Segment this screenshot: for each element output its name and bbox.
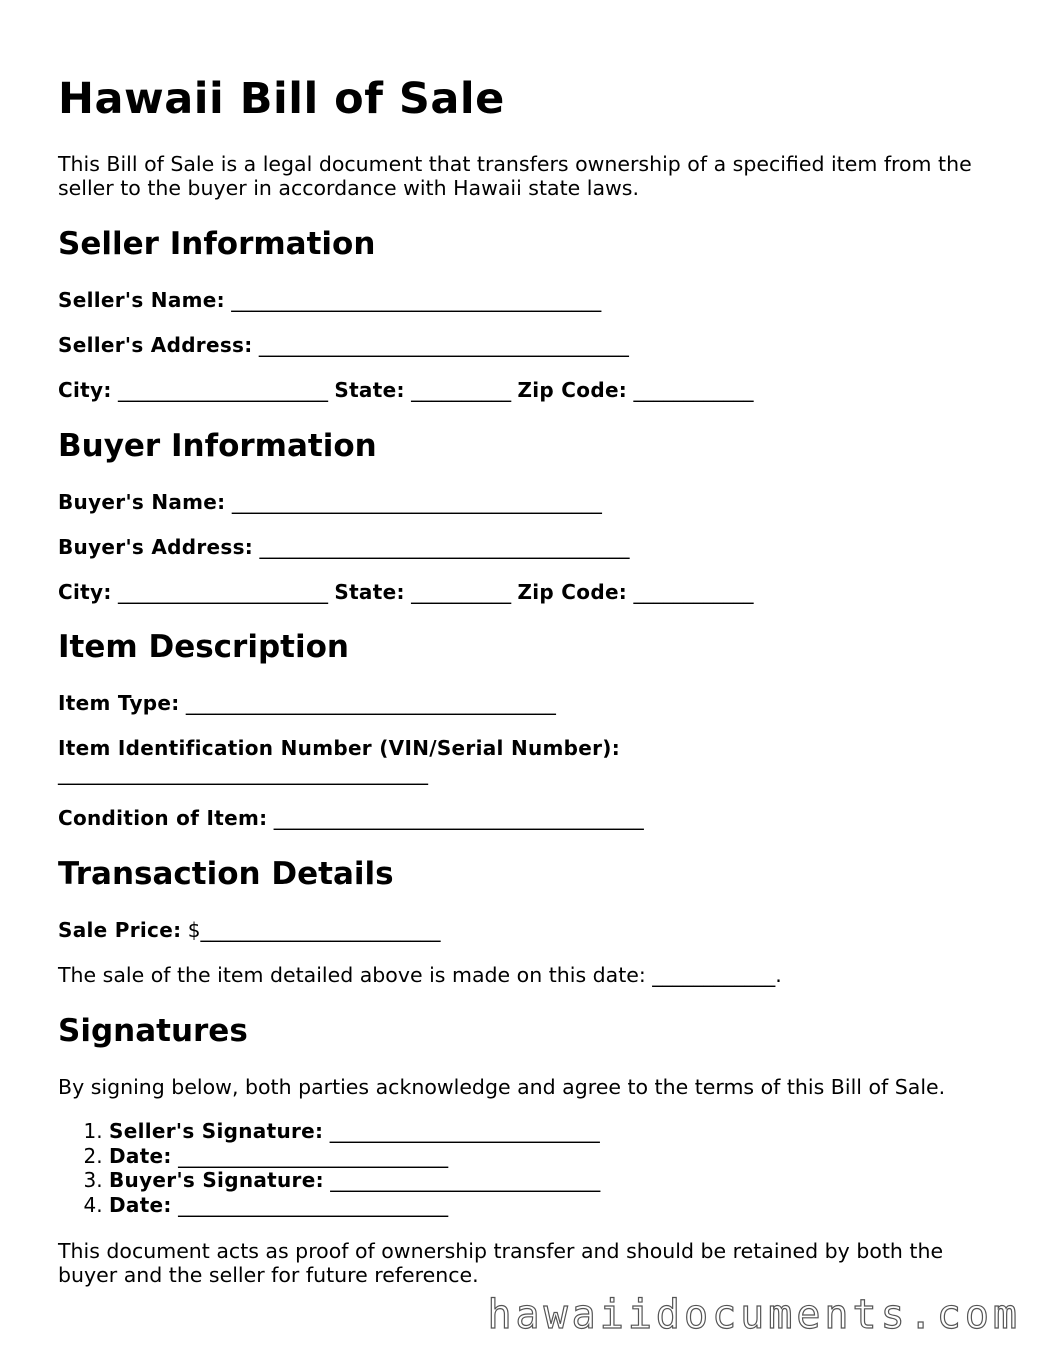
signatures-intro: By signing below, both parties acknowledge and agree to the terms of this Bill of Sale. bbox=[58, 1075, 946, 1099]
signature-item bbox=[109, 1168, 600, 1193]
item-type-blank[interactable]: _____________________________________ bbox=[185, 691, 556, 715]
signature-item bbox=[109, 1193, 600, 1218]
seller-date-label: Date: bbox=[109, 1143, 172, 1168]
buyer-city-blank[interactable]: _____________________ bbox=[118, 580, 328, 604]
item-heading: Item Description bbox=[58, 629, 349, 665]
item-type-field bbox=[58, 691, 556, 715]
buyer-address-blank[interactable]: _____________________________________ bbox=[259, 535, 630, 559]
item-id-blank[interactable]: _____________________________________ bbox=[58, 761, 428, 785]
seller-name-blank[interactable]: _____________________________________ bbox=[231, 288, 602, 312]
seller-state-blank[interactable]: __________ bbox=[411, 378, 512, 402]
buyer-state-label: State: bbox=[334, 580, 405, 604]
seller-city-label: City: bbox=[58, 378, 112, 402]
buyer-name-blank[interactable]: _____________________________________ bbox=[231, 490, 602, 514]
signature-item bbox=[109, 1144, 600, 1169]
seller-city-blank[interactable]: _____________________ bbox=[118, 378, 328, 402]
seller-name-field bbox=[58, 288, 601, 312]
item-condition-blank[interactable]: _____________________________________ bbox=[273, 806, 644, 830]
buyer-address-field bbox=[58, 535, 629, 559]
seller-date-blank[interactable]: ___________________________ bbox=[178, 1143, 449, 1168]
sale-date-text: The sale of the item detailed above is made on this date: ____________. bbox=[58, 963, 782, 987]
buyer-address-label: Buyer's Address: bbox=[58, 535, 254, 559]
item-id-field bbox=[58, 736, 620, 760]
seller-zip-label: Zip Code: bbox=[517, 378, 628, 402]
intro-paragraph: This Bill of Sale is a legal document that transfers ownership of a specified item from the seller to the buyer in accordance with Hawaii state laws. bbox=[58, 152, 972, 200]
signature-list bbox=[58, 1119, 600, 1217]
buyer-signature-label: Buyer's Signature: bbox=[109, 1168, 324, 1193]
buyer-name-field bbox=[58, 490, 602, 514]
seller-zip-blank[interactable]: ____________ bbox=[633, 378, 754, 402]
seller-heading: Seller Information bbox=[58, 226, 376, 262]
footer-note: This document acts as proof of ownership transfer and should be retained by both the buyer and the seller for future reference. bbox=[58, 1239, 944, 1287]
buyer-date-label: Date: bbox=[109, 1192, 172, 1217]
seller-signature-blank[interactable]: ___________________________ bbox=[329, 1119, 600, 1143]
item-condition-label: Condition of Item: bbox=[58, 806, 268, 830]
seller-state-label: State: bbox=[334, 378, 405, 402]
watermark: hawaiidocuments.com bbox=[487, 1292, 1021, 1338]
seller-location-field bbox=[58, 378, 753, 402]
buyer-zip-blank[interactable]: ____________ bbox=[633, 580, 754, 604]
buyer-signature-blank[interactable]: ___________________________ bbox=[330, 1168, 601, 1193]
item-type-label: Item Type: bbox=[58, 691, 180, 715]
sale-price-label: Sale Price: bbox=[58, 918, 182, 942]
item-id-blank-line bbox=[58, 761, 428, 785]
buyer-location-field bbox=[58, 580, 753, 604]
buyer-state-blank[interactable]: __________ bbox=[411, 580, 512, 604]
buyer-heading: Buyer Information bbox=[58, 428, 377, 464]
transaction-heading: Transaction Details bbox=[58, 856, 394, 892]
seller-address-blank[interactable]: _____________________________________ bbox=[258, 333, 629, 357]
signature-item bbox=[109, 1119, 600, 1144]
buyer-date-blank[interactable]: ___________________________ bbox=[178, 1192, 449, 1217]
document-title: Hawaii Bill of Sale bbox=[58, 74, 505, 124]
item-condition-field bbox=[58, 806, 644, 830]
seller-signature-label: Seller's Signature: bbox=[109, 1119, 324, 1143]
seller-name-label: Seller's Name: bbox=[58, 288, 225, 312]
sale-price-blank[interactable]: $________________________ bbox=[187, 918, 441, 942]
signatures-heading: Signatures bbox=[58, 1013, 248, 1049]
buyer-name-label: Buyer's Name: bbox=[58, 490, 226, 514]
buyer-zip-label: Zip Code: bbox=[517, 580, 628, 604]
seller-address-label: Seller's Address: bbox=[58, 333, 253, 357]
buyer-city-label: City: bbox=[58, 580, 112, 604]
seller-address-field bbox=[58, 333, 629, 357]
item-id-label: Item Identification Number (VIN/Serial Number): bbox=[58, 736, 621, 760]
sale-price-field bbox=[58, 918, 440, 942]
